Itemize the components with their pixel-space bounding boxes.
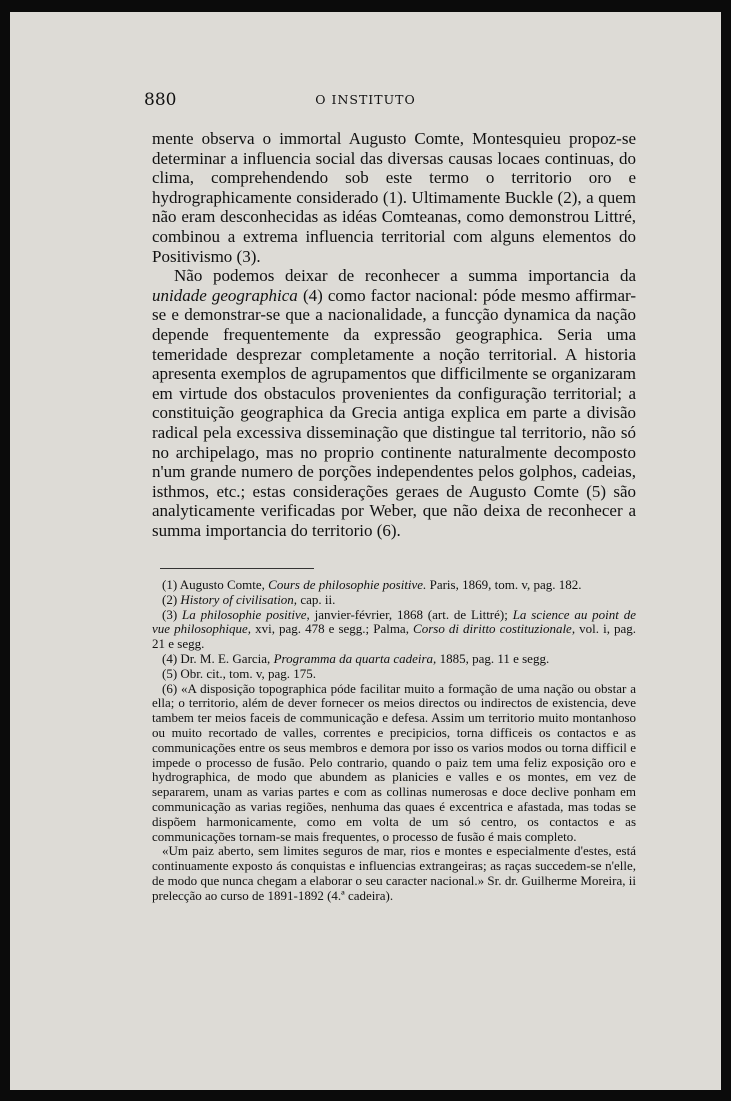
paragraph-2-rest: (4) como factor nacional: póde mesmo affirmar-se e demonstrar-se que a nacionalidade, a funcção dynamica da nação depende frequentemente da expressão geographica. Seria uma temeridade desprezar completamente a noção territorial. A historia apresenta exemplos de agrupamentos que difficilmente se organizaram em virtude dos obstaculos provenientes da configuração territorial; a constituição geographica da Grecia antiga explica em parte a divisão radical pela excessiva disseminação que distingue tal territorio, não só no archipelago, mas no proprio continente naturalmente decomposto n'um grande numero de porções independentes pelos golphos, cadeias, isthmos, etc.; estas considerações geraes de Augusto Comte (5) são analyticamente verificadas por Weber, que não deixa de reconhecer a summa importancia do territorio (6). — [152, 285, 636, 540]
footnote-1-ref: Paris, 1869, tom. v, pag. 182. — [429, 577, 582, 592]
book-page — [10, 12, 721, 1090]
footnote-1-title: Cours de philosophie positive. — [268, 577, 427, 592]
footnote-6-continued: «Um paiz aberto, sem limites seguros de mar, rios e montes e especialmente d'estes, está continuamente exposto ás conquistas e influencias extrangeiras; as raças succedem-se n'elle, de modo que nunca chegam a elaborar o seu caracter nacional.» Sr. dr. Guilherme Moreira, ii prelecção ao curso de 1891-1892 (4.ª cadeira). — [152, 843, 636, 903]
main-text — [152, 129, 636, 540]
footnote-4-ref: 1885, pag. 11 e segg. — [439, 650, 550, 666]
footnote-3-ref-3: vol. i, pag. 21 e segg. — [152, 621, 637, 652]
paragraph-2-start: Não podemos deixar de reconhecer a summa importancia da — [174, 266, 636, 286]
footnote-3-title: La philosophie positive, — [182, 606, 310, 622]
italic-term: unidade geographica — [152, 285, 298, 305]
footnote-3-num: (3) — [162, 606, 178, 622]
footnote-1-author: (1) Augusto Comte, — [162, 577, 265, 592]
footnote-6: (6) «A disposição topographica póde facilitar muito a formação de uma nação ou obstar a ella; o territorio, além de dever fornecer os meios directos ou indirectos de existencia, deve tambem ter meios faceis de communicação e defesa. Assim um territorio muito montanhoso ou muito recortado de valles, correntes e precipicios, torna difficeis os contactos e as communicações entre os seus membros e demora por isso os varios modos ou torna difficil e impede o processo de fusão. Pelo contrario, quando o paiz tem uma feliz exposição oro e hydrographica, de modo que abundem as planicies e valles e os montes, em vez de separarem, unam as varias partes e com as collinas numerosas e doce declive ponham em communicação as varias regiões, nenhuma das quaes é excentrica e afastada, mas todas se dispõem harmonicamente, como em volta de um só centro, os contactos e as communicações tornam-se mais frequentes, o processo de fusão é mais completo. — [152, 680, 636, 844]
footnote-1 — [152, 578, 636, 593]
footnote-2-title: History of civilisation, — [180, 591, 298, 607]
footnote-3-ref-2: xvi, pag. 478 e segg.; Palma, — [255, 621, 409, 637]
page-number: 880 — [144, 90, 177, 110]
footnote-5: (5) Obr. cit., tom. v, pag. 175. — [162, 665, 317, 681]
footnote-rule — [160, 568, 314, 569]
running-title: O INSTITUTO — [315, 92, 416, 107]
page-header — [10, 90, 721, 114]
footnote-4-title: Programma da quarta cadeira, — [273, 650, 437, 666]
footnote-3-title-2: La science au point de vue philosophique, — [152, 606, 637, 637]
footnote-3-title-3: Corso di diritto costituzionale, — [413, 621, 576, 637]
paragraph-1: mente observa o immortal Augusto Comte, Montesquieu propoz-se determinar a influencia social das diversas causas locaes continuas, do clima, comprehendendo sob este termo o territorio oro e hydrographicamente considerado (1). Ultimamente Buckle (2), a quem não eram desconhecidas as idéas Comteanas, como demonstrou Littré, combinou a extrema influencia territorial com alguns elementos do Positivismo (3). — [152, 129, 636, 266]
footnote-2 — [152, 593, 636, 608]
footnote-4-author: (4) Dr. M. E. Garcia, — [162, 650, 271, 666]
footnote-3 — [152, 608, 636, 652]
footnote-3-ref: janvier-février, 1868 (art. de Littré); — [314, 606, 508, 622]
footnotes — [152, 578, 636, 904]
footnote-4 — [152, 652, 636, 667]
footnote-2-ref: cap. ii. — [300, 591, 336, 607]
paragraph-2 — [152, 266, 636, 540]
footnote-2-num: (2) — [162, 591, 178, 607]
